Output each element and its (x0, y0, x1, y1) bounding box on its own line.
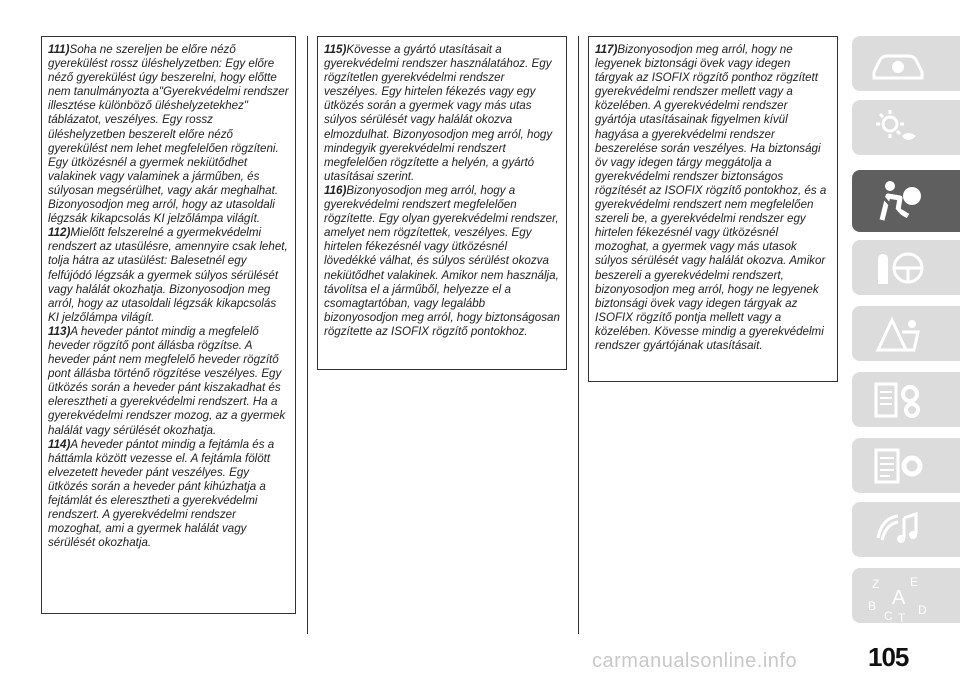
warning-number: 111) (48, 43, 70, 56)
dashboard-lights-icon (868, 106, 928, 150)
chapter-tab-index[interactable] (852, 568, 960, 623)
airbag-seatbelt-icon (868, 176, 928, 226)
column-divider (307, 36, 308, 634)
svg-text:A: A (892, 587, 906, 609)
warning-text: Bizonyosodjon meg arról, hogy ne legyenek biztonsági övek vagy idegen tárgyak az ISOFIX rögzítő ponthoz rögzített gyerekvédelmi rendszer mellett vagy a közelében. A gyerekvédelmi rendszer gyártója utasításainak figyelmen kívül hagyása a gyerekvédelmi rendszer beszerelése során veszélyes. Ha biztonsági öv vagy idegen tárgy meggátolja a gyerekvédelmi rendszer biztonságos rögzítését az ISOFIX rögzítő pontokhoz, és a gyerekvédelmi rendszert nem megfelelően szereli be, a gyerekvédelmi rendszer egy hirtelen fékezésnél vagy ütközésnél mozoghat, a gyermek vagy más utasok súlyos sérülését vagy halálát okozva. Amikor beszereli a gyerekvédelmi rendszert, bizonyosodjon meg arról, hogy ne legyenek biztonsági övek vagy idegen tárgyak az ISOFIX rögzítő pontja mellett vagy a közelében. Kövesse mindig a gyerekvédelmi rendszer gyártójának utasításait. (595, 43, 827, 352)
svg-text:Z: Z (872, 577, 880, 591)
warning-116 (324, 184, 560, 339)
car-info-icon (868, 42, 928, 86)
warning-number: 115) (324, 43, 347, 56)
warning-number: 114) (48, 437, 71, 451)
warning-text: A heveder pántot mindig a megfelelő heveder rögzítő pont állásba rögzítse. A heveder pánt nem megfelelő heveder rögzítő pont állásba történő rögzítése veszélyes. Egy ütközés során a heveder pánt kiszakadhat és eleresztheti a gyerekvédelmi rendszert. Ha a gyerekvédelmi rendszer mozog, az a gyermek halálát vagy sérülését okozhatja. (48, 324, 286, 437)
chapter-tab-emergency[interactable] (852, 306, 960, 361)
warning-text: A heveder pántot mindig a fejtámla és a háttámla között vezesse el. A fejtámla fölött elvezetett heveder pánt veszélyes. Egy ütközés során a heveder pánt kihúzhatja a fejtámlát és eleresztheti a gyerekvédelmi rendszert. A gyerekvédelmi rendszer mozoghat, ami a gyermek halálát vagy sérülését okozhatja. (48, 437, 275, 550)
warning-number: 117) (595, 43, 618, 56)
warning-column-3 (588, 36, 838, 382)
warning-117 (595, 43, 831, 353)
key-steering-icon (868, 246, 928, 290)
svg-text:B: B (868, 599, 877, 613)
warning-column-2 (317, 36, 567, 370)
maintenance-icon (868, 378, 928, 422)
multimedia-icon (868, 508, 928, 552)
warning-113 (48, 325, 289, 438)
chapter-tab-dashboard[interactable] (852, 100, 960, 155)
warning-number: 113) (48, 324, 71, 338)
technical-data-icon (868, 444, 928, 488)
warning-number: 116) (324, 183, 347, 197)
warning-number: 112) (48, 226, 71, 240)
warning-text: Bizonyosodjon meg arról, hogy a gyerekvédelmi rendszert megfelelően rögzítette. Egy olyan gyerekvédelmi rendszer, amelyet nem rögzítettek, veszélyes. Egy hirtelen fékezésnél vagy ütközésnél lövedékké válhat, és súlyos sérülést okozva nekiütődhet valakinek. Amikor nem használja, távolítsa el a járműből, helyezze el a csomagtartóban, vagy legalább bizonyosodjon meg arról, hogy biztonságosan rögzítette az ISOFIX rögzítő pontokhoz. (324, 183, 560, 338)
svg-text:D: D (918, 603, 927, 617)
chapter-tab-safety[interactable] (852, 170, 960, 232)
chapter-tab-multimedia[interactable] (852, 502, 960, 557)
warning-text: Kövesse a gyártó utasításait a gyerekvédelmi rendszer használatához. Egy rögzítetlen gyerekvédelmi rendszer veszélyes. Egy hirtelen fékezés vagy egy ütközés során a gyermek vagy más utas súlyos sérülését vagy halálát okozva elmozdulhat. Bizonyosodjon meg arról, hogy mindegyik gyerekvédelmi rendszert megfelelően rögzítette a helyén, a gyártó utasításai szerint. (324, 43, 553, 183)
page-number: 105 (868, 642, 909, 672)
svg-text:T: T (898, 611, 906, 624)
warning-112 (48, 226, 289, 325)
svg-text:E: E (910, 575, 919, 589)
index-icon (868, 574, 938, 624)
warning-text: Mielőtt felszerelné a gyermekvédelmi rendszert az utasülésre, amennyire csak lehet, tolja hátra az utasülést: Balesetnél egy felfújódó légzsák a gyermek súlyos sérülését vagy halálát okozhatja. Bizonyosodjon meg arról, hogy az utasoldali légzsák kikapcsolás KI jelzőlámpa világít. (48, 226, 288, 324)
warning-111 (48, 43, 289, 226)
chapter-tab-starting[interactable] (852, 240, 960, 295)
warning-114 (48, 438, 289, 551)
column-divider (578, 36, 579, 634)
warning-column-1 (41, 36, 296, 614)
warning-text: Soha ne szereljen be előre néző gyerekülést rossz üléshelyzetben: Egy előre néző gyerekülést úgy beszerelni, hogy előtte nem tanulmányozta a"Gyerekvédelmi rendszer illesztése különböző üléshelyzetekhez" táblázatot, veszélyes. Egy rossz üléshelyzetben beszerelt előre néző gyerekülést nem lehet megfelelően rögzíteni. Egy ütközésnél a gyermek nekiütődhet valakinek vagy valaminek a járműben, és súlyosan megsérülhet, vagy akár meghalhat. Bizonyosodjon meg arról, hogy az utasoldali légzsák kikapcsolás KI jelzőlámpa világít. (48, 43, 289, 226)
chapter-tab-technical-data[interactable] (852, 438, 960, 493)
watermark: carmanualsonline.info (592, 650, 798, 672)
chapter-tab-maintenance[interactable] (852, 372, 960, 427)
svg-text:C: C (884, 609, 893, 623)
warning-115 (324, 43, 560, 184)
chapter-tab-car-info[interactable] (852, 36, 960, 91)
warning-triangle-icon (868, 312, 928, 356)
